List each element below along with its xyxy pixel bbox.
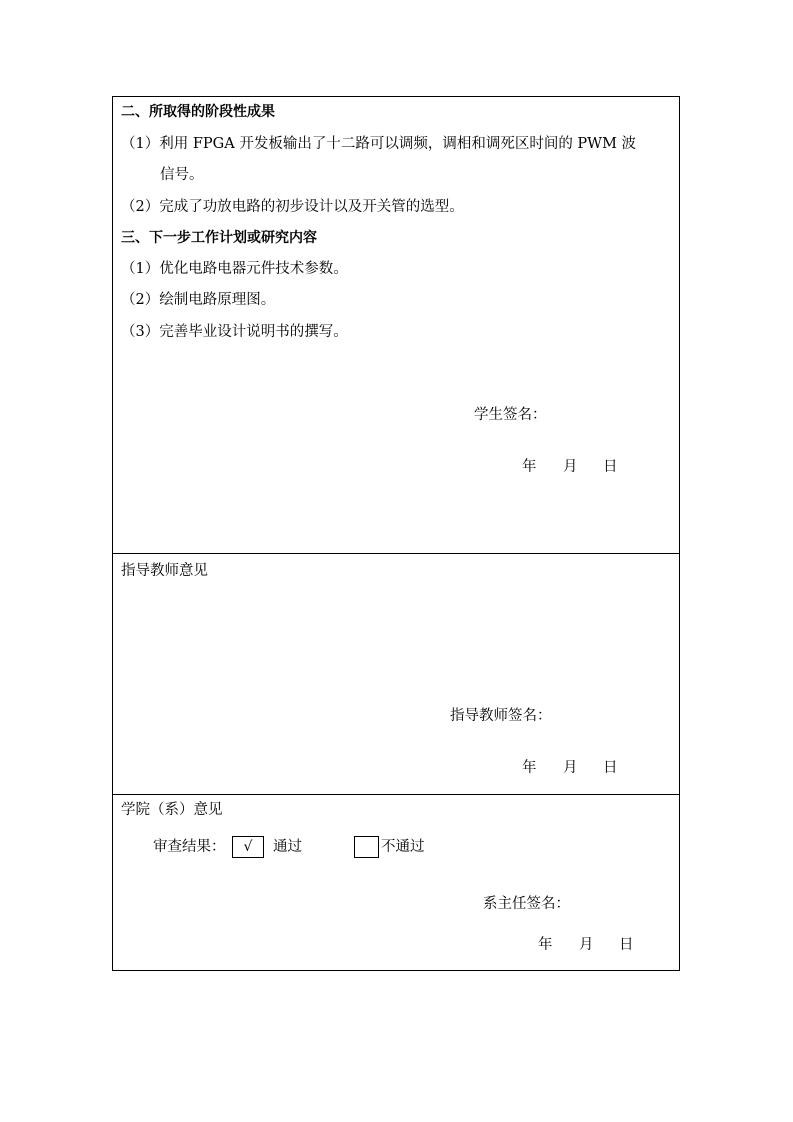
pass-checkbox[interactable]: √ <box>232 836 264 858</box>
college-date-month: 月 <box>579 937 594 953</box>
college-heading: 学院（系）意见 <box>121 802 223 818</box>
student-date-day: 日 <box>603 459 618 475</box>
section2-item1-line2: 信号。 <box>160 167 204 183</box>
student-signature-label: 学生签名： <box>474 407 547 423</box>
section2-heading: 二、所取得的阶段性成果 <box>121 104 275 120</box>
section3-item3: （3）完善毕业设计说明书的撰写。 <box>121 324 348 340</box>
section3-heading: 三、下一步工作计划或研究内容 <box>121 230 317 246</box>
college-date-year: 年 <box>538 937 553 953</box>
review-result-label: 审查结果： <box>153 839 226 855</box>
student-date-month: 月 <box>563 459 578 475</box>
fail-label: 不通过 <box>381 839 425 855</box>
student-date-year: 年 <box>522 459 537 475</box>
college-date-day: 日 <box>619 937 634 953</box>
advisor-date-day: 日 <box>603 760 618 776</box>
section3-item1: （1）优化电路电器元件技术参数。 <box>121 261 348 277</box>
advisor-heading: 指导教师意见 <box>121 563 208 579</box>
advisor-signature-label: 指导教师签名： <box>450 708 552 724</box>
section2-item1-line1: （1）利用 FPGA 开发板输出了十二路可以调频，调相和调死区时间的 PWM 波 <box>121 136 637 152</box>
row-divider-1 <box>112 553 680 554</box>
section2-item2: （2）完成了功放电路的初步设计以及开关管的选型。 <box>121 199 464 215</box>
director-signature-label: 系主任签名： <box>483 896 570 912</box>
advisor-date-month: 月 <box>563 760 578 776</box>
advisor-date-year: 年 <box>522 760 537 776</box>
fail-checkbox[interactable] <box>354 836 379 858</box>
section3-item2: （2）绘制电路原理图。 <box>121 292 276 308</box>
pass-label: 通过 <box>273 839 302 855</box>
row-divider-2 <box>112 794 680 795</box>
